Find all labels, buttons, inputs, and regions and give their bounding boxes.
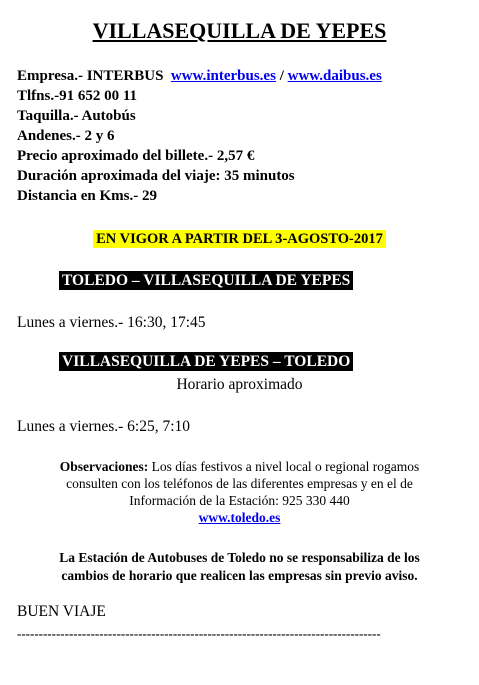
validity-banner bbox=[0, 230, 479, 248]
daibus-link[interactable]: www.daibus.es bbox=[287, 68, 382, 84]
observations-label: Observaciones: bbox=[59, 459, 149, 474]
observations-line1 bbox=[0, 458, 479, 475]
link-separator: / bbox=[275, 68, 288, 84]
phone-line: Tlfns.-91 652 00 11 bbox=[17, 88, 138, 104]
ticket-office-line: Taquilla.- Autobús bbox=[17, 108, 136, 124]
disclaimer-line1: La Estación de Autobuses de Toledo no se responsabiliza de los bbox=[59, 550, 420, 565]
approximate-schedule-label: Horario aproximado bbox=[176, 376, 303, 393]
observations-line2: consulten con los teléfonos de las diferentes empresas y en el de bbox=[66, 476, 413, 491]
schedule-return: Lunes a viernes.- 6:25, 7:10 bbox=[17, 418, 191, 435]
platforms-line: Andenes.- 2 y 6 bbox=[17, 128, 115, 144]
distance-line: Distancia en Kms.- 29 bbox=[17, 188, 157, 204]
empresa-label: Empresa.- INTERBUS bbox=[17, 68, 164, 84]
validity-text: EN VIGOR A PARTIR DEL 3-AGOSTO-2017 bbox=[93, 230, 386, 248]
dashed-divider: ------------------------------------------------------------------------------------ bbox=[17, 626, 381, 641]
duration-line: Duración aproximada del viaje: 35 minutos bbox=[17, 168, 295, 184]
interbus-link[interactable]: www.interbus.es bbox=[170, 68, 276, 84]
empresa-line bbox=[17, 66, 382, 86]
toledo-link[interactable]: www.toledo.es bbox=[198, 510, 281, 525]
page-title: VILLASEQUILLA DE YEPES bbox=[92, 18, 387, 43]
closing-text: BUEN VIAJE bbox=[17, 603, 106, 620]
disclaimer-line2: cambios de horario que realicen las empresas sin previo aviso. bbox=[61, 568, 418, 583]
price-line: Precio aproximado del billete.- 2,57 € bbox=[17, 148, 255, 164]
observations bbox=[0, 458, 479, 526]
schedule-outbound: Lunes a viernes.- 16:30, 17:45 bbox=[17, 314, 206, 331]
observations-line3: Información de la Estación: 925 330 440 bbox=[129, 493, 350, 508]
route-header-return bbox=[59, 353, 353, 371]
route-header-outbound bbox=[59, 272, 353, 290]
route-title-outbound: TOLEDO – VILLASEQUILLA DE YEPES bbox=[59, 271, 353, 290]
observations-text1: Los días festivos a nivel local o regional rogamos bbox=[148, 459, 420, 474]
route-title-return: VILLASEQUILLA DE YEPES – TOLEDO bbox=[59, 352, 353, 371]
company-info bbox=[17, 66, 382, 206]
disclaimer bbox=[0, 549, 479, 585]
